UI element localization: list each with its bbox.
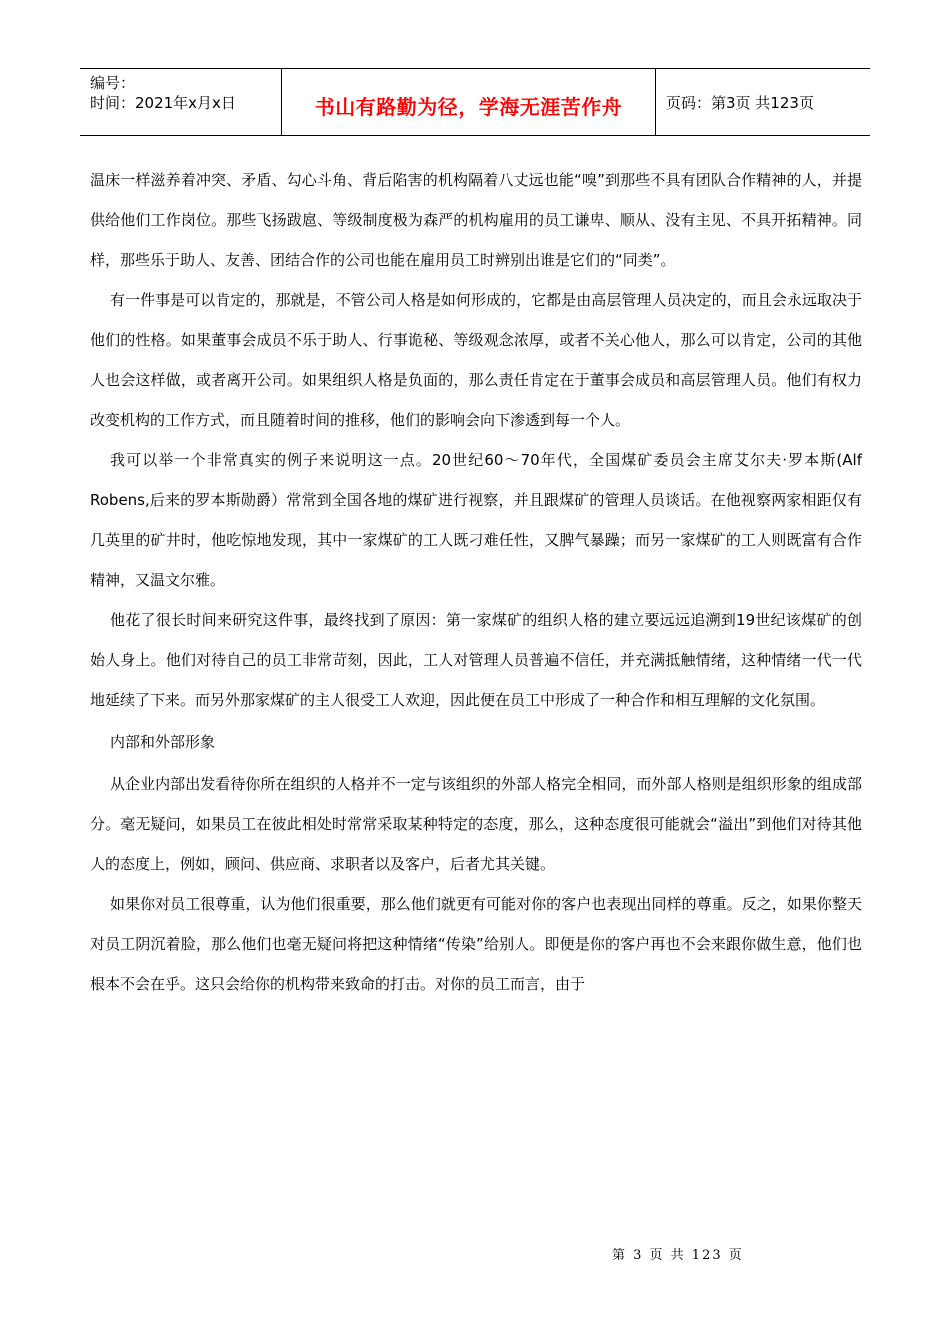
header-motto-cell <box>282 69 656 135</box>
header-meta <box>80 69 282 135</box>
header-page-cell <box>656 69 870 135</box>
time-label: 时间：2021年x月x日 <box>90 94 236 112</box>
paragraph: 如果你对员工很尊重，认为他们很重要，那么他们就更有可能对你的客户也表现出同样的尊重。反之，如果你整天对员工阴沉着脸，那么他们也毫无疑问将把这种情绪“传染”给别人。即便是你的客户再也不会来跟你做生意，他们也根本不会在乎。这只会给你的机构带来致命的打击。对你的员工而言，由于 <box>90 895 862 993</box>
paragraph: 温床一样滋养着冲突、矛盾、勾心斗角、背后陷害的机构隔着八丈远也能“嗅”到那些不具有团队合作精神的人，并提供给他们工作岗位。那些飞扬跋扈、等级制度极为森严的机构雇用的员工谦卑、顺从、没有主见、不具开拓精神。同样，那些乐于助人、友善、团结合作的公司也能在雇用员工时辨别出谁是它们的“同类”。 <box>90 171 862 269</box>
paragraph: 我可以举一个非常真实的例子来说明这一点。20世纪60～70年代，全国煤矿委员会主席艾尔夫·罗本斯(Alf Robens,后来的罗本斯勋爵）常常到全国各地的煤矿进行视察，并且跟煤矿的管理人员谈话。在他视察两家相距仅有几英里的矿井时，他吃惊地发现，其中一家煤矿的工人既刁难任性，又脾气暴躁；而另一家煤矿的工人则既富有合作精神，又温文尔雅。 <box>90 451 862 589</box>
document-body <box>90 160 862 1004</box>
paragraph: 有一件事是可以肯定的，那就是，不管公司人格是如何形成的，它都是由高层管理人员决定的，而且会永远取决于他们的性格。如果董事会成员不乐于助人、行事诡秘、等级观念浓厚，或者不关心他人，那么可以肯定，公司的其他人也会这样做，或者离开公司。如果组织人格是负面的，那么责任肯定在于董事会成员和高层管理人员。他们有权力改变机构的工作方式，而且随着时间的推移，他们的影响会向下渗透到每一个人。 <box>90 291 862 429</box>
page-footer: 第 3 页 共 123 页 <box>612 1248 744 1263</box>
page-header <box>80 68 870 136</box>
paragraph: 他花了很长时间来研究这件事，最终找到了原因：第一家煤矿的组织人格的建立要远远追溯到19世纪该煤矿的创始人身上。他们对待自己的员工非常苛刻，因此，工人对管理人员普遍不信任，并充满抵触情绪，这种情绪一代一代地延续了下来。而另外那家煤矿的主人很受工人欢迎，因此便在员工中形成了一种合作和相互理解的文化氛围。 <box>90 611 862 709</box>
motto: 书山有路勤为径，学海无涯苦作舟 <box>314 94 623 119</box>
number-label: 编号： <box>90 74 136 92</box>
paragraph: 从企业内部出发看待你所在组织的人格并不一定与该组织的外部人格完全相同，而外部人格则是组织形象的组成部分。毫无疑问，如果员工在彼此相处时常常采取某种特定的态度，那么，这种态度很可能就会“溢出”到他们对待其他人的态度上，例如，顾问、供应商、求职者以及客户，后者尤其关键。 <box>90 775 862 873</box>
section-heading: 内部和外部形象 <box>110 733 216 751</box>
page-label: 页码：第3页 共123页 <box>666 93 814 112</box>
